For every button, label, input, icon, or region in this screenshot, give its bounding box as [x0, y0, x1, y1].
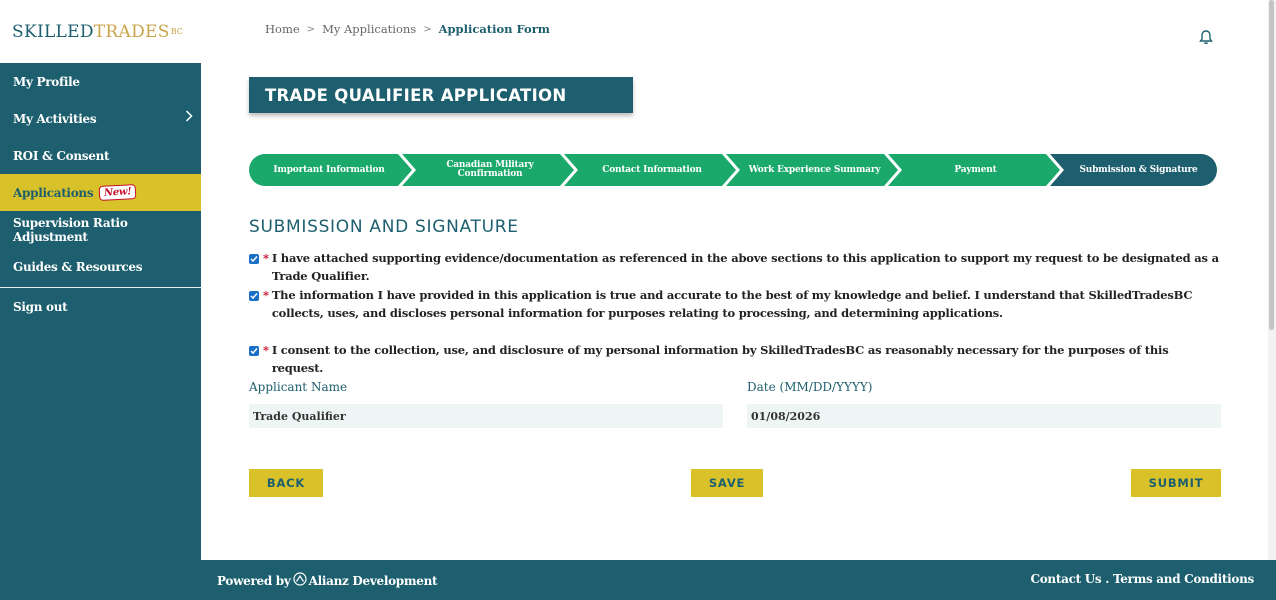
declaration-accuracy	[249, 286, 1222, 322]
sidebar-item-roi-consent[interactable]	[0, 137, 201, 174]
consent-checkbox[interactable]	[249, 346, 259, 356]
applicant-name-field[interactable]: Trade Qualifier	[249, 404, 723, 428]
powered-by-text: Powered by	[217, 573, 291, 588]
footer-link-separator: .	[1101, 572, 1113, 586]
sidebar-item-label: Supervision Ratio Adjustment	[13, 215, 128, 244]
step-1-shape	[249, 154, 412, 186]
declaration-consent	[249, 341, 1222, 377]
contact-us-link[interactable]: Contact Us	[1030, 572, 1102, 586]
back-button[interactable]: BACK	[249, 469, 323, 497]
logo-skilled: SKILLED	[12, 21, 94, 42]
sidebar-item-my-activities[interactable]	[0, 100, 201, 137]
breadcrumb-current: Application Form	[438, 22, 550, 36]
logo-bc: BC	[170, 27, 183, 36]
brand-logo[interactable]	[0, 0, 201, 63]
declaration-evidence	[249, 249, 1222, 285]
breadcrumb-my-applications[interactable]: My Applications	[322, 22, 417, 36]
step-submission-signature[interactable]: Submission & Signature	[1079, 164, 1198, 175]
new-badge: New!	[99, 184, 137, 201]
step-6-shape	[1050, 154, 1217, 186]
save-button[interactable]: SAVE	[691, 469, 763, 497]
step-5-shape	[888, 154, 1060, 186]
sidebar-item-supervision-ratio[interactable]	[0, 211, 201, 248]
sidebar-item-label: ROI & Consent	[13, 148, 110, 163]
sidebar	[0, 0, 201, 600]
evidence-checkbox[interactable]	[249, 254, 259, 264]
bell-icon[interactable]	[1198, 29, 1214, 45]
step-3-shape	[564, 154, 736, 186]
applicant-name-label: Applicant Name	[249, 380, 348, 394]
sidebar-item-my-profile[interactable]	[0, 63, 201, 100]
breadcrumb-separator-icon: >	[423, 23, 432, 35]
progress-stepper	[249, 154, 1217, 186]
breadcrumb	[265, 22, 550, 36]
required-asterisk: *	[263, 343, 269, 357]
company-name[interactable]: Alianz Development	[308, 573, 438, 588]
required-asterisk: *	[263, 251, 269, 265]
sidebar-item-label: My Activities	[13, 111, 97, 126]
footer	[201, 560, 1276, 600]
scrollbar-thumb[interactable]	[1269, 0, 1274, 330]
chevron-right-icon	[185, 110, 193, 126]
accuracy-checkbox[interactable]	[249, 291, 259, 301]
sidebar-item-applications[interactable]	[0, 174, 201, 211]
step-important-information[interactable]: Important Information	[273, 164, 385, 175]
sidebar-item-label: Applications	[13, 185, 94, 200]
sidebar-item-label: Sign out	[13, 299, 68, 314]
page-title: TRADE QUALIFIER APPLICATION	[249, 77, 633, 113]
sidebar-item-guides-resources[interactable]	[0, 248, 201, 285]
date-field[interactable]: 01/08/2026	[747, 404, 1221, 428]
sidebar-item-sign-out[interactable]	[0, 288, 201, 325]
step-contact-information[interactable]: Contact Information	[602, 164, 702, 175]
step-canadian-military-confirmation[interactable]: Canadian Military Confirmation	[446, 160, 534, 179]
sidebar-item-label: Guides & Resources	[13, 259, 143, 274]
submit-button[interactable]: SUBMIT	[1131, 469, 1221, 497]
alianz-logo-icon	[293, 572, 307, 589]
step-4-shape	[726, 154, 898, 186]
step-2-shape	[402, 154, 574, 186]
breadcrumb-home[interactable]: Home	[265, 22, 300, 36]
declaration-text: The information I have provided in this application is true and accurate to the best of my knowledge and belief. I understand that SkilledTradesBC collects, uses, and discloses personal information for purposes relating to processing, and determining applications.	[271, 288, 1193, 320]
declaration-text: I have attached supporting evidence/documentation as referenced in the above sections to this application to support my request to be designated as a Trade Qualifier.	[271, 251, 1219, 283]
breadcrumb-separator-icon: >	[306, 23, 316, 35]
step-work-experience-summary[interactable]: Work Experience Summary	[748, 164, 881, 175]
sidebar-item-label: My Profile	[13, 74, 80, 89]
step-payment[interactable]: Payment	[954, 164, 997, 175]
section-title: SUBMISSION AND SIGNATURE	[249, 217, 519, 237]
terms-link[interactable]: Terms and Conditions	[1112, 572, 1254, 586]
date-label: Date (MM/DD/YYYY)	[747, 380, 873, 394]
footer-powered-by	[217, 572, 437, 589]
footer-links	[1030, 572, 1254, 586]
required-asterisk: *	[263, 288, 269, 302]
logo-trades: TRADES	[93, 21, 170, 42]
declaration-text: I consent to the collection, use, and disclosure of my personal information by SkilledTradesBC as reasonably necessary for the purposes of this request.	[271, 343, 1169, 375]
